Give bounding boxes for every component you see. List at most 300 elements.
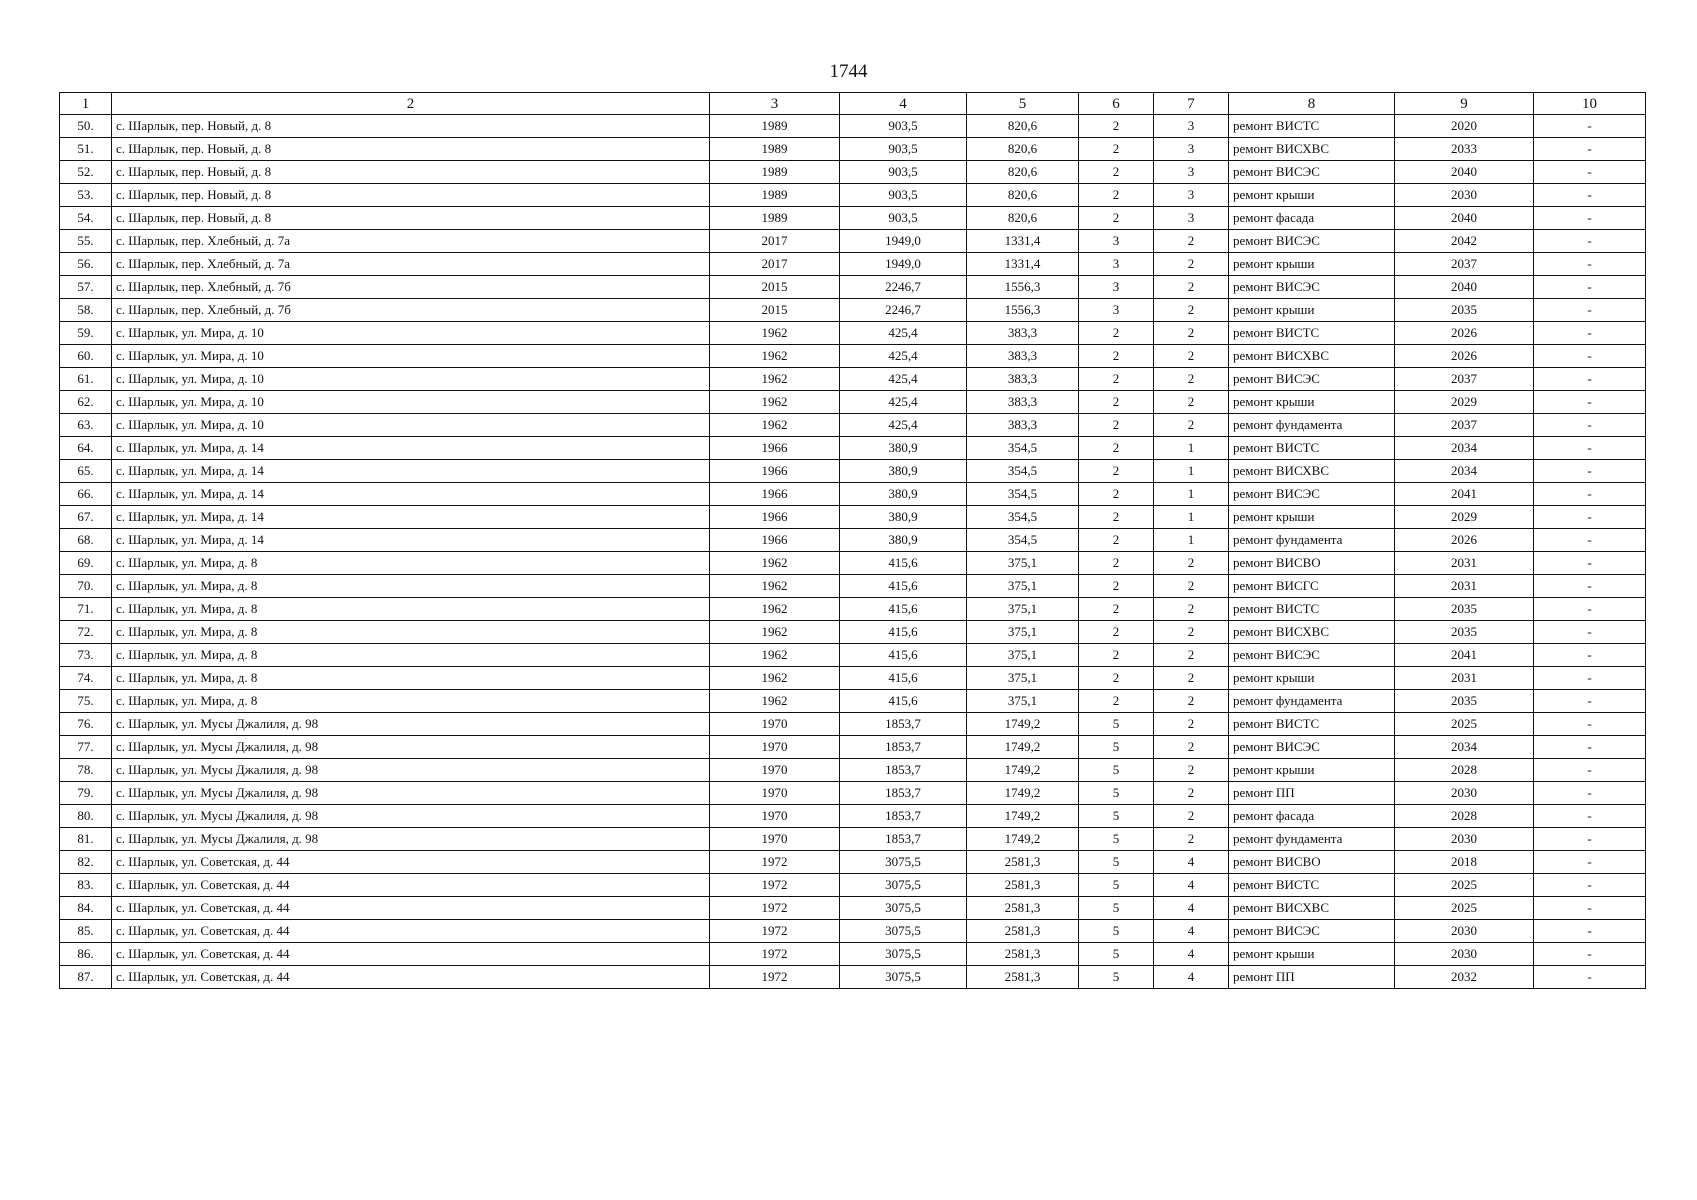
row-number: 78. (60, 759, 112, 782)
note-cell: - (1534, 874, 1646, 897)
address-cell: с. Шарлык, ул. Мусы Джалиля, д. 98 (112, 828, 710, 851)
entrances-cell: 4 (1154, 874, 1229, 897)
entrances-cell: 2 (1154, 230, 1229, 253)
address-cell: с. Шарлык, ул. Мира, д. 10 (112, 368, 710, 391)
column-header: 9 (1395, 93, 1534, 115)
living-area-cell: 383,3 (967, 345, 1079, 368)
total-area-cell: 415,6 (840, 690, 967, 713)
living-area-cell: 2581,3 (967, 966, 1079, 989)
living-area-cell: 820,6 (967, 161, 1079, 184)
entrances-cell: 1 (1154, 437, 1229, 460)
table-row (60, 529, 1646, 552)
year-cell: 1970 (710, 805, 840, 828)
total-area-cell: 415,6 (840, 667, 967, 690)
address-cell: с. Шарлык, ул. Мира, д. 8 (112, 644, 710, 667)
floors-cell: 2 (1079, 529, 1154, 552)
total-area-cell: 1949,0 (840, 253, 967, 276)
planned-year-cell: 2030 (1395, 782, 1534, 805)
work-type-cell: ремонт ВИСЭС (1229, 368, 1395, 391)
row-number: 50. (60, 115, 112, 138)
total-area-cell: 425,4 (840, 345, 967, 368)
note-cell: - (1534, 253, 1646, 276)
living-area-cell: 375,1 (967, 621, 1079, 644)
floors-cell: 2 (1079, 506, 1154, 529)
total-area-cell: 3075,5 (840, 897, 967, 920)
work-type-cell: ремонт ВИСЭС (1229, 483, 1395, 506)
year-cell: 1962 (710, 667, 840, 690)
row-number: 69. (60, 552, 112, 575)
floors-cell: 2 (1079, 184, 1154, 207)
planned-year-cell: 2035 (1395, 621, 1534, 644)
entrances-cell: 2 (1154, 828, 1229, 851)
entrances-cell: 2 (1154, 253, 1229, 276)
note-cell: - (1534, 966, 1646, 989)
address-cell: с. Шарлык, ул. Мусы Джалиля, д. 98 (112, 713, 710, 736)
year-cell: 1962 (710, 368, 840, 391)
work-type-cell: ремонт ПП (1229, 966, 1395, 989)
living-area-cell: 820,6 (967, 184, 1079, 207)
note-cell: - (1534, 759, 1646, 782)
work-type-cell: ремонт ВИСТС (1229, 437, 1395, 460)
work-type-cell: ремонт крыши (1229, 759, 1395, 782)
total-area-cell: 903,5 (840, 138, 967, 161)
address-cell: с. Шарлык, ул. Советская, д. 44 (112, 966, 710, 989)
note-cell: - (1534, 322, 1646, 345)
work-type-cell: ремонт крыши (1229, 391, 1395, 414)
row-number: 64. (60, 437, 112, 460)
living-area-cell: 2581,3 (967, 897, 1079, 920)
entrances-cell: 2 (1154, 552, 1229, 575)
note-cell: - (1534, 598, 1646, 621)
living-area-cell: 1556,3 (967, 299, 1079, 322)
row-number: 77. (60, 736, 112, 759)
row-number: 62. (60, 391, 112, 414)
year-cell: 1972 (710, 851, 840, 874)
note-cell: - (1534, 621, 1646, 644)
living-area-cell: 354,5 (967, 483, 1079, 506)
entrances-cell: 2 (1154, 759, 1229, 782)
planned-year-cell: 2030 (1395, 943, 1534, 966)
entrances-cell: 3 (1154, 207, 1229, 230)
note-cell: - (1534, 276, 1646, 299)
year-cell: 1989 (710, 161, 840, 184)
address-cell: с. Шарлык, пер. Новый, д. 8 (112, 184, 710, 207)
entrances-cell: 4 (1154, 851, 1229, 874)
note-cell: - (1534, 299, 1646, 322)
total-area-cell: 380,9 (840, 483, 967, 506)
work-type-cell: ремонт крыши (1229, 184, 1395, 207)
planned-year-cell: 2034 (1395, 460, 1534, 483)
floors-cell: 2 (1079, 483, 1154, 506)
year-cell: 1970 (710, 782, 840, 805)
total-area-cell: 1949,0 (840, 230, 967, 253)
work-type-cell: ремонт фундамента (1229, 529, 1395, 552)
year-cell: 1989 (710, 184, 840, 207)
row-number: 51. (60, 138, 112, 161)
row-number: 68. (60, 529, 112, 552)
row-number: 54. (60, 207, 112, 230)
work-type-cell: ремонт фундамента (1229, 828, 1395, 851)
entrances-cell: 3 (1154, 138, 1229, 161)
note-cell: - (1534, 920, 1646, 943)
floors-cell: 3 (1079, 230, 1154, 253)
floors-cell: 5 (1079, 713, 1154, 736)
living-area-cell: 2581,3 (967, 851, 1079, 874)
note-cell: - (1534, 207, 1646, 230)
floors-cell: 2 (1079, 368, 1154, 391)
planned-year-cell: 2025 (1395, 897, 1534, 920)
total-area-cell: 380,9 (840, 529, 967, 552)
planned-year-cell: 2026 (1395, 322, 1534, 345)
living-area-cell: 354,5 (967, 529, 1079, 552)
address-cell: с. Шарлык, ул. Мира, д. 14 (112, 506, 710, 529)
floors-cell: 2 (1079, 598, 1154, 621)
address-cell: с. Шарлык, ул. Мусы Джалиля, д. 98 (112, 782, 710, 805)
planned-year-cell: 2028 (1395, 759, 1534, 782)
table-row (60, 138, 1646, 161)
year-cell: 1989 (710, 138, 840, 161)
living-area-cell: 820,6 (967, 207, 1079, 230)
work-type-cell: ремонт крыши (1229, 299, 1395, 322)
work-type-cell: ремонт ВИСЭС (1229, 736, 1395, 759)
table-row (60, 460, 1646, 483)
row-number: 73. (60, 644, 112, 667)
table-row (60, 874, 1646, 897)
row-number: 85. (60, 920, 112, 943)
note-cell: - (1534, 391, 1646, 414)
floors-cell: 5 (1079, 782, 1154, 805)
total-area-cell: 380,9 (840, 506, 967, 529)
note-cell: - (1534, 460, 1646, 483)
note-cell: - (1534, 552, 1646, 575)
year-cell: 1972 (710, 897, 840, 920)
work-type-cell: ремонт ВИСЭС (1229, 230, 1395, 253)
planned-year-cell: 2037 (1395, 414, 1534, 437)
planned-year-cell: 2041 (1395, 644, 1534, 667)
planned-year-cell: 2025 (1395, 874, 1534, 897)
total-area-cell: 415,6 (840, 552, 967, 575)
planned-year-cell: 2020 (1395, 115, 1534, 138)
row-number: 76. (60, 713, 112, 736)
total-area-cell: 3075,5 (840, 966, 967, 989)
work-type-cell: ремонт ВИСТС (1229, 874, 1395, 897)
floors-cell: 5 (1079, 920, 1154, 943)
entrances-cell: 2 (1154, 805, 1229, 828)
address-cell: с. Шарлык, ул. Советская, д. 44 (112, 851, 710, 874)
planned-year-cell: 2042 (1395, 230, 1534, 253)
column-header: 3 (710, 93, 840, 115)
table-row (60, 322, 1646, 345)
living-area-cell: 1749,2 (967, 782, 1079, 805)
table-row (60, 506, 1646, 529)
address-cell: с. Шарлык, ул. Мира, д. 8 (112, 552, 710, 575)
note-cell: - (1534, 805, 1646, 828)
table-row (60, 115, 1646, 138)
work-type-cell: ремонт ВИСХВС (1229, 897, 1395, 920)
total-area-cell: 903,5 (840, 161, 967, 184)
table-row (60, 575, 1646, 598)
work-type-cell: ремонт ВИСТС (1229, 322, 1395, 345)
note-cell: - (1534, 483, 1646, 506)
note-cell: - (1534, 828, 1646, 851)
living-area-cell: 1749,2 (967, 736, 1079, 759)
note-cell: - (1534, 782, 1646, 805)
floors-cell: 3 (1079, 253, 1154, 276)
entrances-cell: 2 (1154, 391, 1229, 414)
work-type-cell: ремонт ВИСТС (1229, 115, 1395, 138)
work-type-cell: ремонт ВИСХВС (1229, 621, 1395, 644)
column-header: 7 (1154, 93, 1229, 115)
note-cell: - (1534, 713, 1646, 736)
total-area-cell: 3075,5 (840, 851, 967, 874)
address-cell: с. Шарлык, ул. Мира, д. 14 (112, 529, 710, 552)
living-area-cell: 375,1 (967, 575, 1079, 598)
row-number: 58. (60, 299, 112, 322)
work-type-cell: ремонт ВИСХВС (1229, 460, 1395, 483)
note-cell: - (1534, 138, 1646, 161)
floors-cell: 5 (1079, 966, 1154, 989)
column-header: 2 (112, 93, 710, 115)
planned-year-cell: 2040 (1395, 161, 1534, 184)
work-type-cell: ремонт ВИСЭС (1229, 276, 1395, 299)
floors-cell: 5 (1079, 897, 1154, 920)
address-cell: с. Шарлык, ул. Советская, д. 44 (112, 943, 710, 966)
planned-year-cell: 2034 (1395, 437, 1534, 460)
total-area-cell: 2246,7 (840, 299, 967, 322)
row-number: 86. (60, 943, 112, 966)
total-area-cell: 1853,7 (840, 713, 967, 736)
row-number: 67. (60, 506, 112, 529)
note-cell: - (1534, 184, 1646, 207)
row-number: 52. (60, 161, 112, 184)
year-cell: 1966 (710, 437, 840, 460)
total-area-cell: 425,4 (840, 322, 967, 345)
entrances-cell: 4 (1154, 966, 1229, 989)
row-number: 59. (60, 322, 112, 345)
address-cell: с. Шарлык, ул. Мусы Джалиля, д. 98 (112, 736, 710, 759)
floors-cell: 5 (1079, 874, 1154, 897)
note-cell: - (1534, 943, 1646, 966)
entrances-cell: 2 (1154, 345, 1229, 368)
address-cell: с. Шарлык, ул. Мира, д. 14 (112, 437, 710, 460)
header-row (60, 93, 1646, 115)
address-cell: с. Шарлык, пер. Новый, д. 8 (112, 161, 710, 184)
address-cell: с. Шарлык, пер. Новый, д. 8 (112, 115, 710, 138)
year-cell: 1966 (710, 460, 840, 483)
planned-year-cell: 2025 (1395, 713, 1534, 736)
address-cell: с. Шарлык, ул. Мира, д. 8 (112, 621, 710, 644)
table-row (60, 828, 1646, 851)
planned-year-cell: 2041 (1395, 483, 1534, 506)
column-header: 4 (840, 93, 967, 115)
total-area-cell: 903,5 (840, 115, 967, 138)
planned-year-cell: 2035 (1395, 299, 1534, 322)
entrances-cell: 3 (1154, 184, 1229, 207)
floors-cell: 2 (1079, 690, 1154, 713)
row-number: 74. (60, 667, 112, 690)
year-cell: 1989 (710, 207, 840, 230)
year-cell: 1972 (710, 874, 840, 897)
living-area-cell: 354,5 (967, 460, 1079, 483)
floors-cell: 2 (1079, 322, 1154, 345)
living-area-cell: 383,3 (967, 368, 1079, 391)
table-row (60, 230, 1646, 253)
year-cell: 1970 (710, 736, 840, 759)
table-row (60, 805, 1646, 828)
living-area-cell: 1749,2 (967, 828, 1079, 851)
entrances-cell: 1 (1154, 460, 1229, 483)
address-cell: с. Шарлык, ул. Мира, д. 8 (112, 667, 710, 690)
living-area-cell: 354,5 (967, 437, 1079, 460)
address-cell: с. Шарлык, пер. Хлебный, д. 7а (112, 230, 710, 253)
address-cell: с. Шарлык, пер. Хлебный, д. 7а (112, 253, 710, 276)
table-row (60, 966, 1646, 989)
planned-year-cell: 2040 (1395, 276, 1534, 299)
note-cell: - (1534, 736, 1646, 759)
planned-year-cell: 2035 (1395, 598, 1534, 621)
year-cell: 1966 (710, 483, 840, 506)
living-area-cell: 375,1 (967, 667, 1079, 690)
total-area-cell: 3075,5 (840, 874, 967, 897)
entrances-cell: 2 (1154, 713, 1229, 736)
note-cell: - (1534, 115, 1646, 138)
planned-year-cell: 2031 (1395, 575, 1534, 598)
table-row (60, 897, 1646, 920)
planned-year-cell: 2029 (1395, 506, 1534, 529)
entrances-cell: 2 (1154, 414, 1229, 437)
row-number: 71. (60, 598, 112, 621)
entrances-cell: 1 (1154, 483, 1229, 506)
table-row (60, 161, 1646, 184)
table-row (60, 736, 1646, 759)
planned-year-cell: 2029 (1395, 391, 1534, 414)
work-type-cell: ремонт ВИСВО (1229, 851, 1395, 874)
floors-cell: 2 (1079, 460, 1154, 483)
column-header: 10 (1534, 93, 1646, 115)
planned-year-cell: 2026 (1395, 529, 1534, 552)
year-cell: 1972 (710, 966, 840, 989)
work-type-cell: ремонт ПП (1229, 782, 1395, 805)
entrances-cell: 4 (1154, 920, 1229, 943)
floors-cell: 2 (1079, 138, 1154, 161)
planned-year-cell: 2030 (1395, 828, 1534, 851)
living-area-cell: 2581,3 (967, 943, 1079, 966)
total-area-cell: 2246,7 (840, 276, 967, 299)
year-cell: 1962 (710, 345, 840, 368)
row-number: 63. (60, 414, 112, 437)
total-area-cell: 415,6 (840, 621, 967, 644)
year-cell: 1972 (710, 920, 840, 943)
total-area-cell: 1853,7 (840, 828, 967, 851)
year-cell: 2015 (710, 276, 840, 299)
table-row (60, 690, 1646, 713)
table-row (60, 920, 1646, 943)
row-number: 75. (60, 690, 112, 713)
table-row (60, 713, 1646, 736)
floors-cell: 2 (1079, 644, 1154, 667)
year-cell: 2017 (710, 230, 840, 253)
year-cell: 1962 (710, 552, 840, 575)
living-area-cell: 1749,2 (967, 759, 1079, 782)
entrances-cell: 4 (1154, 943, 1229, 966)
entrances-cell: 3 (1154, 115, 1229, 138)
table-row (60, 299, 1646, 322)
living-area-cell: 1331,4 (967, 253, 1079, 276)
table-row (60, 782, 1646, 805)
table-row (60, 276, 1646, 299)
repair-schedule-table (59, 92, 1646, 989)
living-area-cell: 383,3 (967, 322, 1079, 345)
planned-year-cell: 2037 (1395, 253, 1534, 276)
table-body (60, 115, 1646, 989)
table-row (60, 621, 1646, 644)
address-cell: с. Шарлык, ул. Мира, д. 8 (112, 690, 710, 713)
table-row (60, 759, 1646, 782)
floors-cell: 2 (1079, 437, 1154, 460)
table-row (60, 483, 1646, 506)
entrances-cell: 1 (1154, 506, 1229, 529)
total-area-cell: 903,5 (840, 207, 967, 230)
note-cell: - (1534, 529, 1646, 552)
floors-cell: 2 (1079, 552, 1154, 575)
total-area-cell: 3075,5 (840, 920, 967, 943)
row-number: 55. (60, 230, 112, 253)
planned-year-cell: 2018 (1395, 851, 1534, 874)
floors-cell: 2 (1079, 621, 1154, 644)
column-header: 6 (1079, 93, 1154, 115)
floors-cell: 2 (1079, 575, 1154, 598)
floors-cell: 5 (1079, 805, 1154, 828)
entrances-cell: 2 (1154, 644, 1229, 667)
year-cell: 1966 (710, 506, 840, 529)
planned-year-cell: 2031 (1395, 667, 1534, 690)
page-number: 1744 (829, 61, 868, 82)
work-type-cell: ремонт крыши (1229, 506, 1395, 529)
total-area-cell: 415,6 (840, 644, 967, 667)
total-area-cell: 415,6 (840, 598, 967, 621)
living-area-cell: 1749,2 (967, 805, 1079, 828)
note-cell: - (1534, 345, 1646, 368)
address-cell: с. Шарлык, ул. Мира, д. 8 (112, 598, 710, 621)
entrances-cell: 2 (1154, 736, 1229, 759)
table-row (60, 437, 1646, 460)
address-cell: с. Шарлык, ул. Советская, д. 44 (112, 920, 710, 943)
floors-cell: 5 (1079, 828, 1154, 851)
planned-year-cell: 2032 (1395, 966, 1534, 989)
row-number: 79. (60, 782, 112, 805)
table-row (60, 207, 1646, 230)
entrances-cell: 2 (1154, 575, 1229, 598)
row-number: 65. (60, 460, 112, 483)
year-cell: 1972 (710, 943, 840, 966)
table-row (60, 598, 1646, 621)
floors-cell: 2 (1079, 207, 1154, 230)
table-row (60, 345, 1646, 368)
floors-cell: 2 (1079, 161, 1154, 184)
planned-year-cell: 2030 (1395, 920, 1534, 943)
living-area-cell: 1331,4 (967, 230, 1079, 253)
entrances-cell: 2 (1154, 667, 1229, 690)
note-cell: - (1534, 414, 1646, 437)
living-area-cell: 383,3 (967, 414, 1079, 437)
row-number: 61. (60, 368, 112, 391)
living-area-cell: 383,3 (967, 391, 1079, 414)
floors-cell: 5 (1079, 759, 1154, 782)
address-cell: с. Шарлык, ул. Советская, д. 44 (112, 874, 710, 897)
planned-year-cell: 2035 (1395, 690, 1534, 713)
note-cell: - (1534, 506, 1646, 529)
address-cell: с. Шарлык, ул. Мусы Джалиля, д. 98 (112, 805, 710, 828)
